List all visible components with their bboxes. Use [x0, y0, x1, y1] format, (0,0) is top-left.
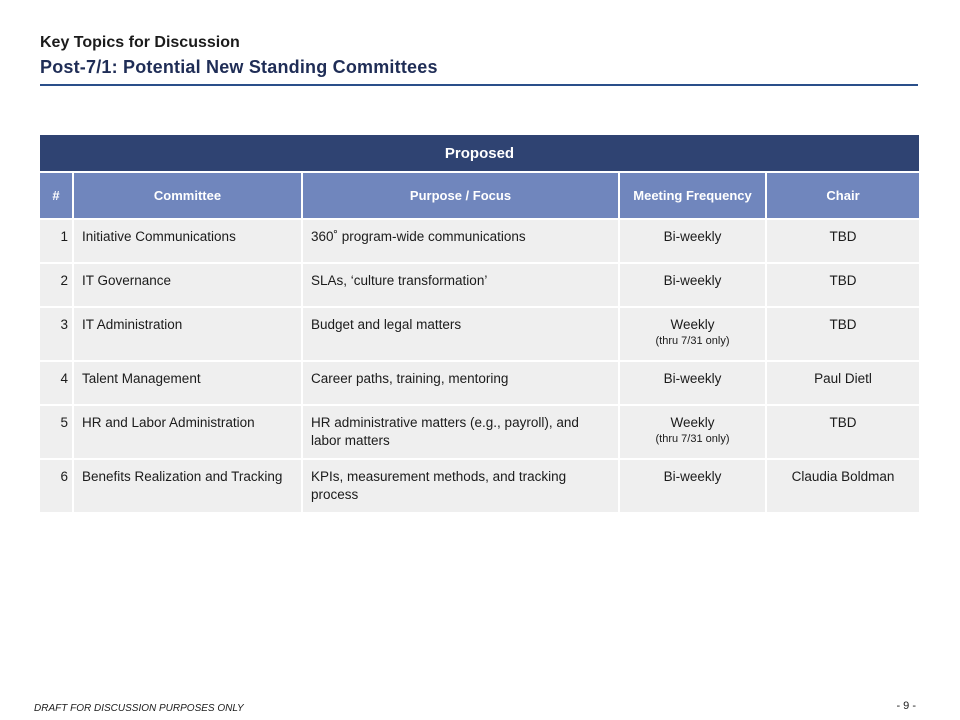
purpose-cell: Budget and legal matters: [303, 306, 620, 360]
frequency-value: Bi-weekly: [663, 469, 722, 484]
chair-cell: TBD: [767, 306, 919, 360]
committee-cell: IT Governance: [74, 262, 303, 306]
frequency-note: (thru 7/31 only): [655, 335, 730, 347]
purpose-cell: Career paths, training, mentoring: [303, 360, 620, 404]
table-row: [40, 218, 919, 262]
table-row: [40, 360, 919, 404]
frequency-value: Bi-weekly: [663, 229, 722, 244]
chair-cell: TBD: [767, 404, 919, 458]
row-number: 1: [40, 218, 74, 262]
frequency-value: Weekly: [670, 317, 715, 332]
purpose-cell: SLAs, ‘culture transformation’: [303, 262, 620, 306]
table-row: [40, 404, 919, 458]
row-number: 2: [40, 262, 74, 306]
draft-disclaimer: DRAFT FOR DISCUSSION PURPOSES ONLY: [34, 703, 244, 714]
column-header-row: [40, 173, 919, 218]
frequency-cell: [620, 404, 767, 458]
col-header-frequency: Meeting Frequency: [620, 173, 767, 218]
col-header-number: #: [40, 173, 74, 218]
page-number: - 9 -: [896, 700, 916, 712]
chair-cell: Claudia Boldman: [767, 458, 919, 512]
frequency-cell: [620, 458, 767, 512]
frequency-value: Weekly: [670, 415, 715, 430]
col-header-chair: Chair: [767, 173, 919, 218]
chair-cell: TBD: [767, 262, 919, 306]
col-header-committee: Committee: [74, 173, 303, 218]
purpose-cell: KPIs, measurement methods, and tracking process: [303, 458, 620, 512]
chair-cell: Paul Dietl: [767, 360, 919, 404]
table-row: [40, 458, 919, 512]
committee-cell: Benefits Realization and Tracking: [74, 458, 303, 512]
committee-cell: IT Administration: [74, 306, 303, 360]
committee-cell: Talent Management: [74, 360, 303, 404]
frequency-cell: [620, 306, 767, 360]
committee-cell: Initiative Communications: [74, 218, 303, 262]
frequency-cell: [620, 218, 767, 262]
table-row: [40, 306, 919, 360]
table-banner-row: [40, 135, 919, 173]
frequency-cell: [620, 262, 767, 306]
purpose-cell: 360˚ program-wide communications: [303, 218, 620, 262]
frequency-cell: [620, 360, 767, 404]
frequency-value: Bi-weekly: [663, 273, 722, 288]
frequency-note: (thru 7/31 only): [655, 433, 730, 445]
slide-header: [40, 33, 918, 78]
slide-title: Post-7/1: Potential New Standing Committees: [40, 57, 438, 77]
col-header-purpose: Purpose / Focus: [303, 173, 620, 218]
table-banner: Proposed: [40, 135, 919, 173]
row-number: 6: [40, 458, 74, 512]
purpose-cell: HR administrative matters (e.g., payroll), and labor matters: [303, 404, 620, 458]
committees-table: [40, 135, 919, 512]
title-divider: [40, 84, 918, 86]
table-row: [40, 262, 919, 306]
slide-kicker: Key Topics for Discussion: [40, 34, 240, 51]
row-number: 3: [40, 306, 74, 360]
chair-cell: TBD: [767, 218, 919, 262]
frequency-value: Bi-weekly: [663, 371, 722, 386]
row-number: 5: [40, 404, 74, 458]
committee-cell: HR and Labor Administration: [74, 404, 303, 458]
row-number: 4: [40, 360, 74, 404]
